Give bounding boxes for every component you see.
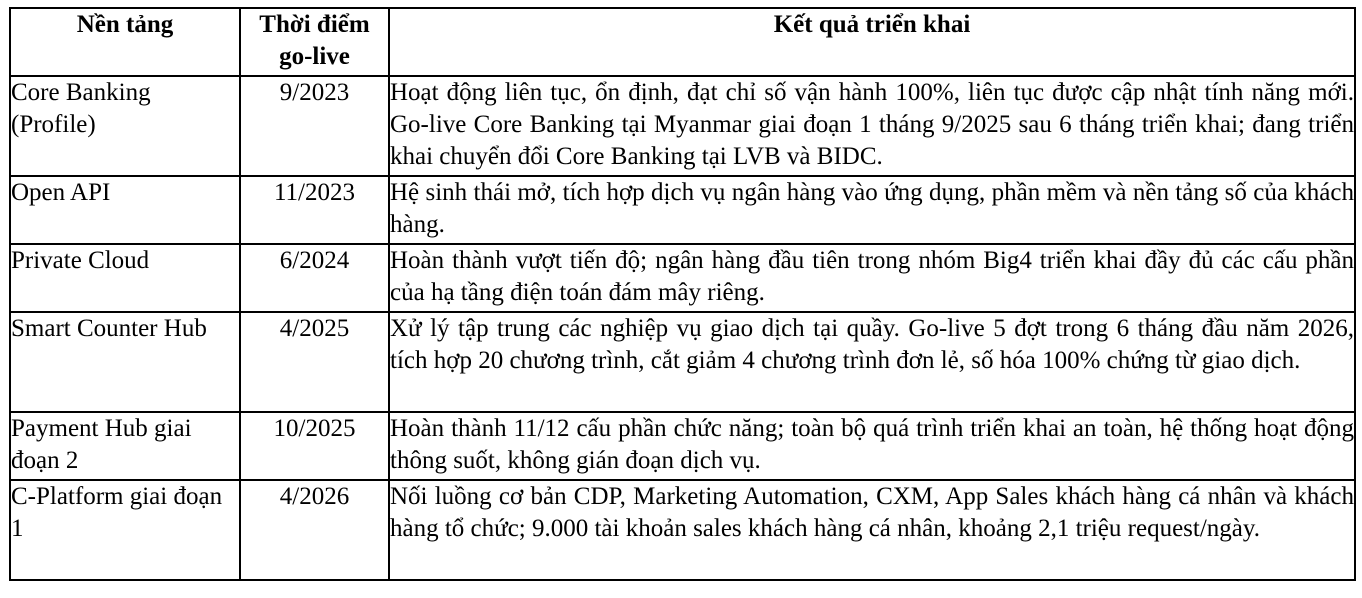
golive-cell: 9/2023 <box>240 76 389 176</box>
result-cell: Hoàn thành 11/12 cấu phần chức năng; toàn bộ quá trình triển khai an toàn, hệ thống hoạt động thông suốt, không gián đoạn dịch vụ. <box>389 412 1355 480</box>
header-platform: Nền tảng <box>10 8 240 76</box>
header-result: Kết quả triển khai <box>389 8 1355 76</box>
table-row <box>10 312 1355 412</box>
table-row <box>10 412 1355 480</box>
golive-cell: 4/2025 <box>240 312 389 412</box>
golive-cell: 6/2024 <box>240 244 389 312</box>
result-cell: Hoàn thành vượt tiến độ; ngân hàng đầu tiên trong nhóm Big4 triển khai đầy đủ các cấu phần của hạ tầng điện toán đám mây riêng. <box>389 244 1355 312</box>
result-cell: Nối luồng cơ bản CDP, Marketing Automation, CXM, App Sales khách hàng cá nhân và khách hàng tổ chức; 9.000 tài khoản sales khách hàng cá nhân, khoảng 2,1 triệu request/ngày. <box>389 480 1355 580</box>
platform-cell: Open API <box>10 176 240 244</box>
table-row <box>10 76 1355 176</box>
platform-cell: Private Cloud <box>10 244 240 312</box>
golive-cell: 11/2023 <box>240 176 389 244</box>
platform-cell: Payment Hub giai đoạn 2 <box>10 412 240 480</box>
result-cell: Hoạt động liên tục, ổn định, đạt chỉ số vận hành 100%, liên tục được cập nhật tính năng mới. Go-live Core Banking tại Myanmar giai đoạn 1 tháng 9/2025 sau 6 tháng triển khai; đang triển khai chuyển đổi Core Banking tại LVB và BIDC. <box>389 76 1355 176</box>
result-cell: Xử lý tập trung các nghiệp vụ giao dịch tại quầy. Go-live 5 đợt trong 6 tháng đầu năm 2026, tích hợp 20 chương trình, cắt giảm 4 chương trình đơn lẻ, số hóa 100% chứng từ giao dịch. <box>389 312 1355 412</box>
table-row <box>10 244 1355 312</box>
platform-cell: C-Platform giai đoạn 1 <box>10 480 240 580</box>
table-row <box>10 176 1355 244</box>
header-golive: Thời điểm go-live <box>240 8 389 76</box>
table-header-row <box>10 8 1355 76</box>
result-cell: Hệ sinh thái mở, tích hợp dịch vụ ngân hàng vào ứng dụng, phần mềm và nền tảng số của khách hàng. <box>389 176 1355 244</box>
platform-cell: Core Banking (Profile) <box>10 76 240 176</box>
golive-cell: 10/2025 <box>240 412 389 480</box>
deployment-results-table <box>9 7 1356 581</box>
golive-cell: 4/2026 <box>240 480 389 580</box>
table-row <box>10 480 1355 580</box>
platform-cell: Smart Counter Hub <box>10 312 240 412</box>
